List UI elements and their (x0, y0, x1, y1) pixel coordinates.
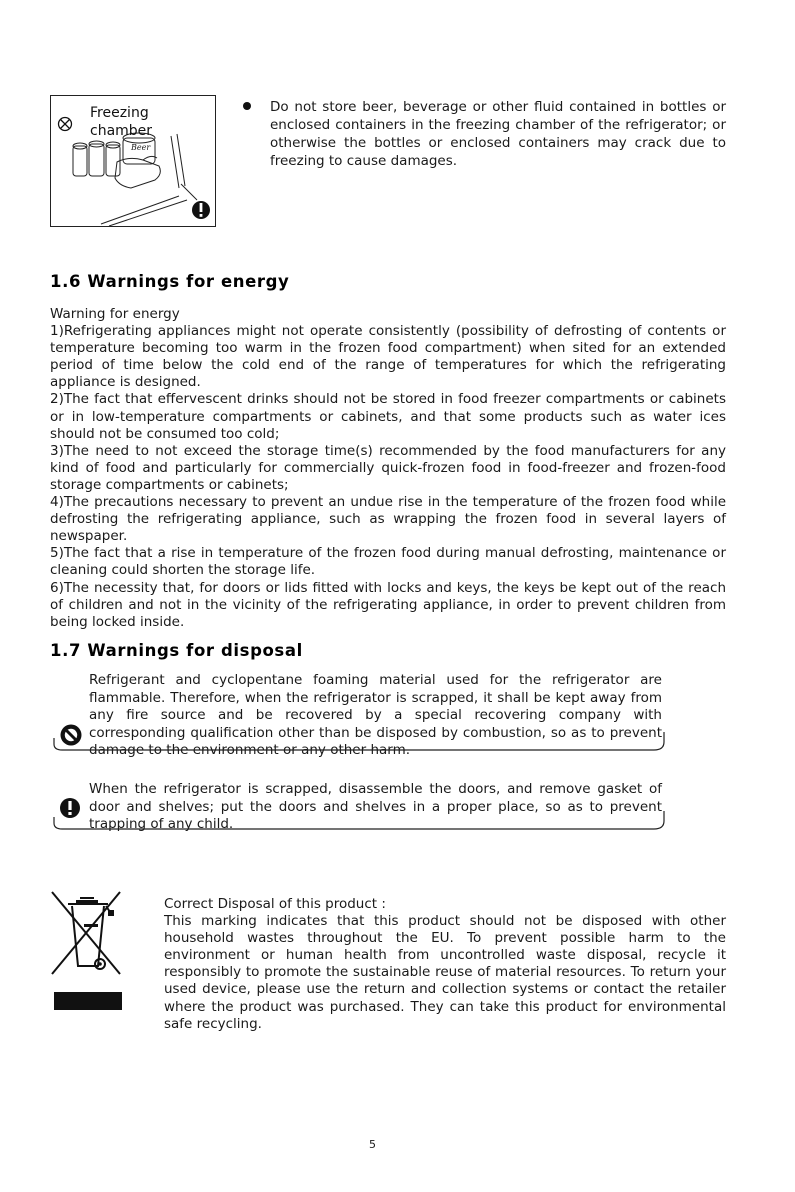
exclamation-icon (60, 798, 80, 818)
energy-item-6: 6)The necessity that, for doors or lids fitted with locks and keys, the keys be kept out of the reach of children and not in the vicinity of the refrigerating appliance, in order to prevent children from being locked inside. (50, 579, 726, 630)
weee-disposal-text (164, 896, 726, 1033)
section-heading-disposal: 1.7 Warnings for disposal (50, 641, 303, 660)
exclamation-icon (192, 201, 210, 219)
crossed-bin-icon (50, 890, 124, 1012)
page-number: 5 (369, 1138, 376, 1151)
warning-bracket-2 (50, 793, 670, 835)
prohibited-icon (59, 118, 72, 131)
beer-can-label: Beer (131, 143, 151, 152)
energy-item-1: 1)Refrigerating appliances might not operate consistently (possibility of defrosting of contents or temperature becoming too warm in the frozen food compartment) when sited for an extended period of time below the cold end of the range of temperatures for which the refrigerating appliance is designed. (50, 323, 726, 391)
energy-item-3: 3)The need to not exceed the storage time(s) recommended by the food manufacturers for any kind of food and particularly for commercially quick-frozen food in food-freezer and frozen-food storage compartments or cabinets; (50, 442, 726, 493)
energy-warnings (50, 306, 726, 631)
bullet-icon (243, 102, 251, 110)
disposal-warning-flammable: Refrigerant and cyclopentane foaming material used for the refrigerator are flammable. Therefore, when the refrigerator is scrapped, it shall be kept away from any fire source and be recovered by a special recovering company with corresponding qualification other than be disposed by combustion, so as to prevent damage to the environment or any other harm. (89, 672, 662, 758)
energy-item-5: 5)The fact that a rise in temperature of the frozen food during manual defrosting, maintenance or cleaning could shorten the storage life. (50, 545, 726, 579)
section-heading-energy: 1.6 Warnings for energy (50, 272, 290, 291)
warning-bracket-1 (50, 716, 670, 756)
disposal-warning-child: When the refrigerator is scrapped, disassemble the doors, and remove gasket of door and shelves; put the doors and shelves in a proper place, so as to prevent trapping of any child. (89, 781, 662, 832)
freezing-note: Do not store beer, beverage or other fluid contained in bottles or enclosed containers in the freezing chamber of the refrigerator; or otherwise the bottles or enclosed containers may crack due to freezing to cause damages. (270, 99, 726, 169)
figure-caption: Freezing chamber (90, 105, 153, 139)
weee-title: Correct Disposal of this product : (164, 896, 386, 912)
weee-body: This marking indicates that this product should not be disposed with other household wastes throughout the EU. To prevent possible harm to the environment or human health from uncontrolled waste disposal, recycle it responsibly to promote the sustainable reuse of material resources. To return your used device, please use the return and collection systems or contact the retailer where the product was purchased. They can take this product for environmental safe recycling. (164, 913, 726, 1032)
prohibited-icon (61, 725, 82, 746)
energy-item-2: 2)The fact that effervescent drinks should not be stored in food freezer compartments or cabinets or in low-temperature compartments or cabinets, and that some products such as water ices should not be consumed too cold; (50, 391, 726, 442)
energy-item-4: 4)The precautions necessary to prevent an undue rise in the temperature of the frozen food while defrosting the refrigerating appliance, such as wrapping the frozen food in several layers of newspaper. (50, 494, 726, 545)
energy-intro: Warning for energy (50, 306, 180, 322)
freezing-chamber-figure (50, 95, 216, 227)
